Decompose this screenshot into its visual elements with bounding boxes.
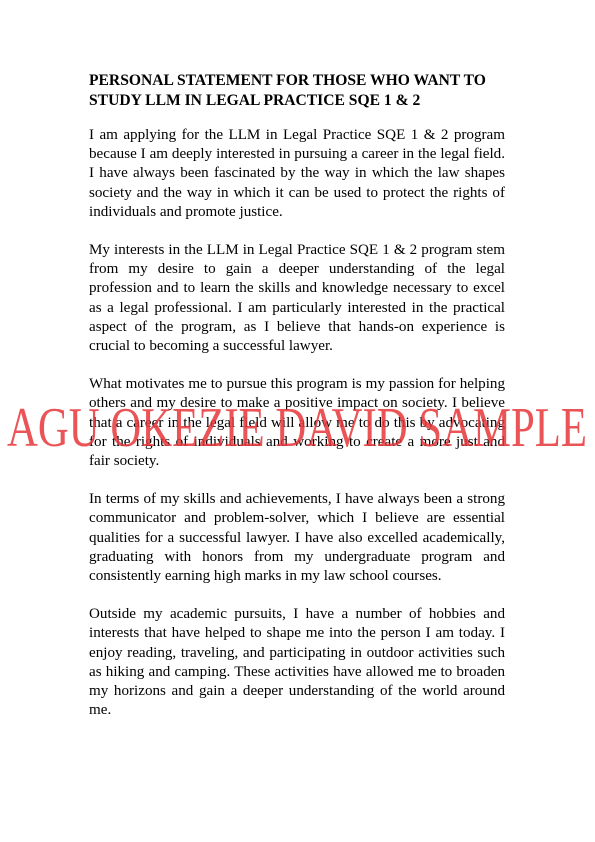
document-body [89,71,505,739]
paragraph-5: Outside my academic pursuits, I have a number of hobbies and interests that have helped to shape me into the person I am today. I enjoy reading, traveling, and participating in outdoor activities such as hiking and camping. These activities have allowed me to broaden my horizons and gain a deeper understanding of the world around me. [89,606,505,719]
paragraph-3: What motivates me to pursue this program is my passion for helping others and my desire to make a positive impact on society. I believe that a career in the legal field will allow me to do this by advocating for the rights of individuals and working to create a more just and fair society. [89,376,505,470]
paragraph-1: I am applying for the LLM in Legal Practice SQE 1 & 2 program because I am deeply interested in pursuing a career in the legal field. I have always been fascinated by the way in which the law shapes society and the way in which it can be used to protect the rights of individuals and promote justice. [89,127,505,220]
paragraph-2: My interests in the LLM in Legal Practice SQE 1 & 2 program stem from my desire to gain a deeper understanding of the legal profession and to learn the skills and knowledge necessary to excel as a legal professional. I am particularly interested in the practical aspect of the program, as I believe that hands-on experience is crucial to becoming a successful lawyer. [89,242,505,355]
document-title: PERSONAL STATEMENT FOR THOSE WHO WANT TO STUDY LLM IN LEGAL PRACTICE SQE 1 & 2 [89,72,486,109]
paragraph-4: In terms of my skills and achievements, I have always been a strong communicator and problem-solver, which I believe are essential qualities for a successful lawyer. I have also excelled academically, graduating with honors from my undergraduate program and consistently earning high marks in my law school courses. [89,491,505,585]
watermark-text: AGU OKEZIE DAVID SAMPLE [7,397,587,459]
